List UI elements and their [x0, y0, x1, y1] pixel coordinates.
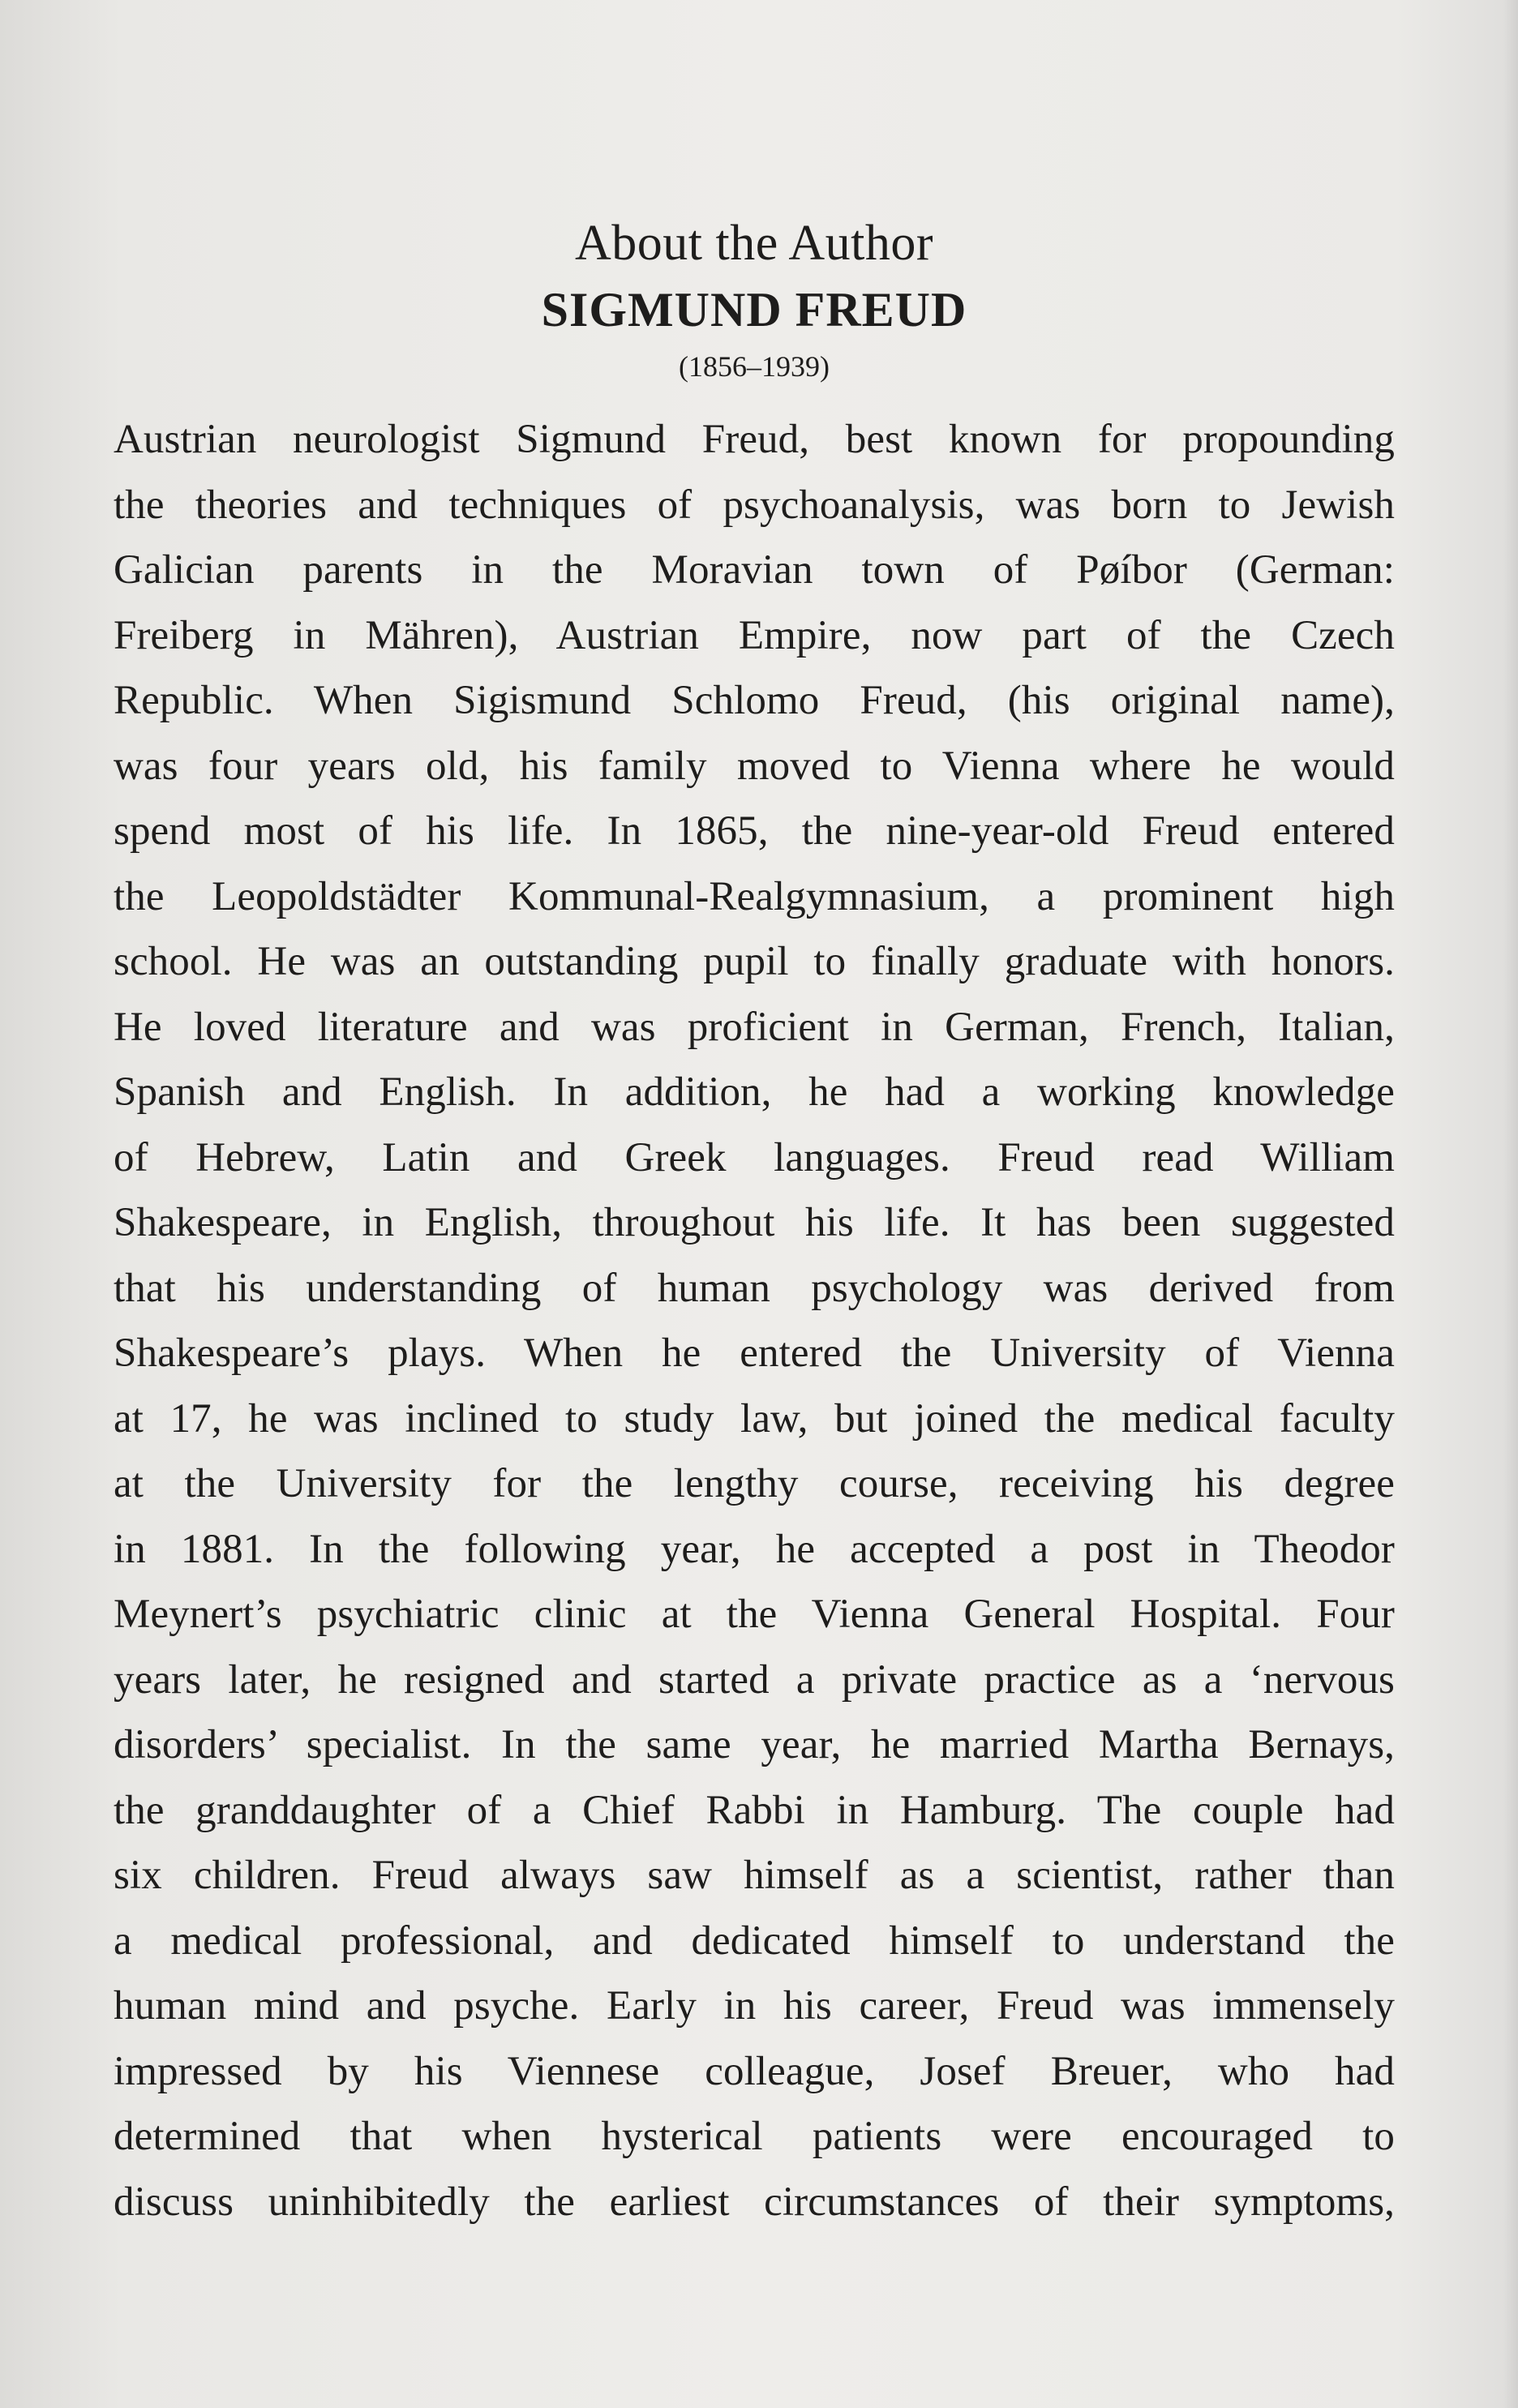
section-heading: About the Author [575, 216, 933, 271]
bio-line: Shakespeare, in English, throughout his life. It has been suggested [114, 1200, 1395, 1245]
bio-line: He loved literature and was proficient in German, French, Italian, [114, 1004, 1395, 1050]
bio-line: spend most of his life. In 1865, the nine-year-old Freud entered [114, 808, 1395, 854]
bio-line: Shakespeare’s plays. When he entered the University of Vienna [114, 1330, 1395, 1376]
bio-line: that his understanding of human psychology was derived from [114, 1265, 1395, 1311]
bio-line: Freiberg in Mähren), Austrian Empire, now part of the Czech [114, 612, 1395, 658]
bio-line: Meynert’s psychiatric clinic at the Vienna General Hospital. Four [114, 1592, 1395, 1637]
bio-line: in 1881. In the following year, he accepted a post in Theodor [114, 1526, 1395, 1572]
bio-line: determined that when hysterical patients were encouraged to [114, 2114, 1395, 2159]
page-edge-shadow [1503, 0, 1518, 2408]
biography-paragraph [114, 407, 1395, 2234]
bio-line: Austrian neurologist Sigmund Freud, best known for propounding [114, 417, 1395, 462]
bio-line: of Hebrew, Latin and Greek languages. Freud read William [114, 1134, 1395, 1180]
author-dates: (1856–1939) [679, 350, 830, 383]
about-author-section [114, 212, 1395, 2234]
bio-line: was four years old, his family moved to Vienna where he would [114, 743, 1395, 789]
bio-line: the Leopoldstädter Kommunal-Realgymnasium, a prominent high [114, 873, 1395, 919]
author-name: SIGMUND FREUD [541, 283, 967, 336]
bio-line: the theories and techniques of psychoanalysis, was born to Jewish [114, 482, 1395, 528]
bio-line: at the University for the lengthy course, receiving his degree [114, 1461, 1395, 1506]
bio-line: human mind and psyche. Early in his career, Freud was immensely [114, 1983, 1395, 2029]
bio-line: Galician parents in the Moravian town of Pøíbor (German: [114, 547, 1395, 593]
bio-line: years later, he resigned and started a private practice as a ‘nervous [114, 1656, 1395, 1703]
bio-line: disorders’ specialist. In the same year, he married Martha Bernays, [114, 1722, 1395, 1767]
bio-line: school. He was an outstanding pupil to finally graduate with honors. [114, 939, 1395, 984]
bio-line: Republic. When Sigismund Schlomo Freud, (his original name), [114, 678, 1395, 723]
bio-line: impressed by his Viennese colleague, Josef Breuer, who had [114, 2048, 1395, 2094]
bio-line: six children. Freud always saw himself as a scientist, rather than [114, 1853, 1395, 1898]
bio-line: the granddaughter of a Chief Rabbi in Hamburg. The couple had [114, 1787, 1395, 1833]
bio-line: a medical professional, and dedicated himself to understand the [114, 1917, 1395, 1964]
bio-line: Spanish and English. In addition, he had a working knowledge [114, 1069, 1395, 1115]
bio-line: discuss uninhibitedly the earliest circumstances of their symptoms, [114, 2179, 1395, 2225]
bio-line: at 17, he was inclined to study law, but joined the medical faculty [114, 1395, 1395, 1442]
